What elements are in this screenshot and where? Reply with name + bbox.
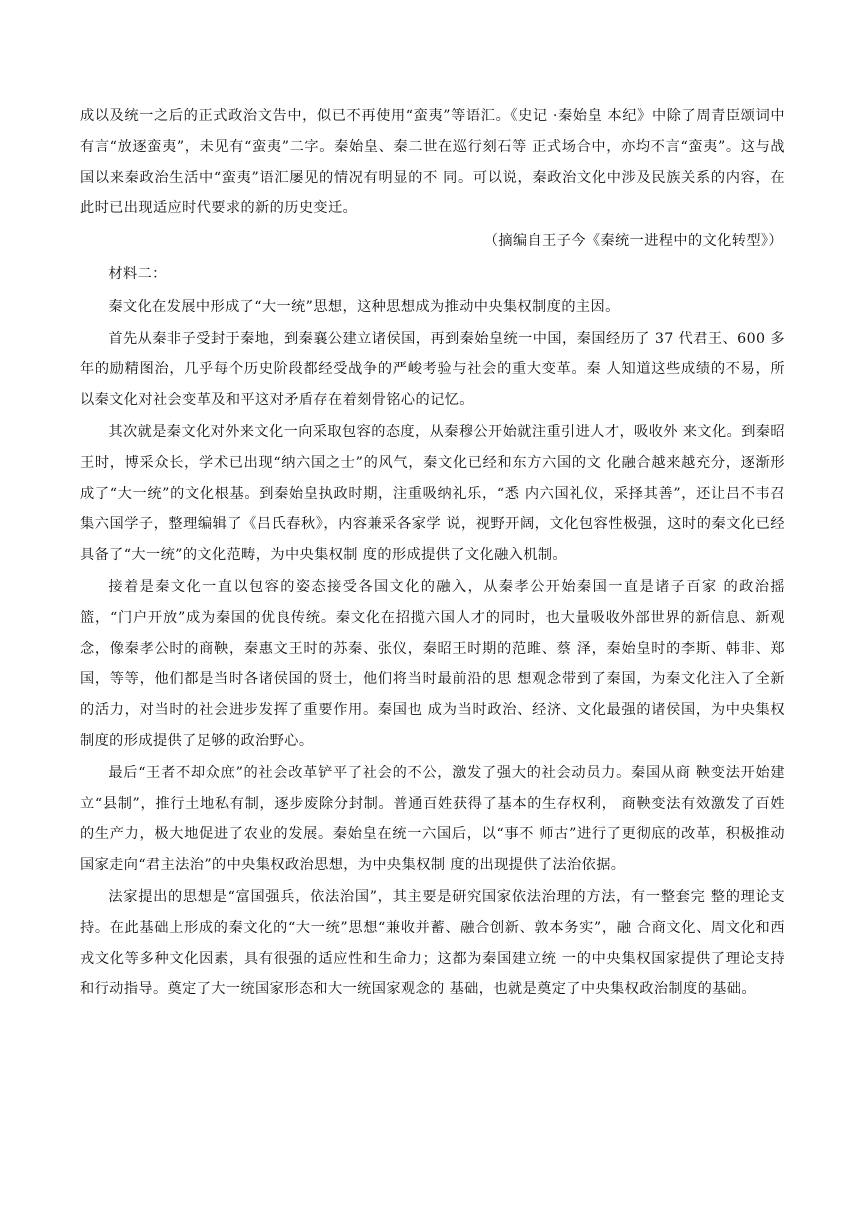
paragraph-thesis: 秦文化在发展中形成了“大一统”思想，这种思想成为推动中央集权制度的主因。 [108, 298, 620, 315]
paragraph-first-point: 首先从秦非子受封于秦地，到秦襄公建立诸侯国，再到秦始皇统一中国，秦国经历了 37 代君王、600 多年的励精图治，几乎每个历史阶段都经受战争的严峻考验与社会的重大变革。秦 人知道这些成绩的不易，所以秦文化对社会变革及和平这对矛盾存在着刻骨铭心的记忆。 [80, 330, 785, 409]
section-heading-material-two: 材料二： [108, 265, 167, 282]
paragraph-fourth-point: 最后“王者不却众庶”的社会改革铲平了社会的不公，激发了强大的社会动员力。秦国从商 鞅变法开始建立“县制”，推行土地私有制，逐步废除分封制。普通百姓获得了基本的生存权利， 商鞅变法有效激发了百姓的生产力，极大地促进了农业的发展。秦始皇在统一六国后，以“事不 师古”进行了更彻底的改革，积极推动国家走向“君主法治”的中央集权政治思想，为中央集权制 度的出现提供了法治依据。 [80, 764, 785, 874]
paragraph-legalist-thought: 法家提出的思想是“富国强兵，依法治国”，其主要是研究国家依法治理的方法，有一整套完 整的理论支持。在此基础上形成的秦文化的“大一统”思想“兼收并蓄、融合创新、敦本务实”，融 合商文化、周文化和西戎文化等多种文化因素，具有很强的适应性和生命力；这都为秦国建立统 一的中央集权国家提供了理论支持和行动指导。奠定了大一统国家形态和大一统国家观念的 基础，也就是奠定了中央集权政治制度的基础。 [80, 888, 785, 998]
document-body [80, 101, 785, 1005]
paragraph-continuation: 成以及统一之后的正式政治文告中，似已不再使用“蛮夷”等语汇。《史记 ·秦始皇 本纪》中除了周青臣颂词中有言“放逐蛮夷”，未见有“蛮夷”二字。秦始皇、秦二世在巡行刻石等 正式场合中，亦均不言“蛮夷”。这与战国以来秦政治生活中“蛮夷”语汇屡见的情况有明显的不 同。可以说，秦政治文化中涉及民族关系的内容，在此时已出现适应时代要求的新的历史变迁。 [80, 108, 785, 217]
paragraph-second-point: 其次就是秦文化对外来文化一向采取包容的态度，从秦穆公开始就注重引进人才，吸收外 来文化。到秦昭王时，博采众长，学术已出现“纳六国之士”的风气，秦文化已经和东方六国的文 化融合越来越充分，逐渐形成了“大一统”的文化根基。到秦始皇执政时期，注重吸纳礼乐，“悉 内六国礼仪，采择其善”，还让吕不韦召集六国学子，整理编辑了《吕氏春秋》，内容兼采各家学 说，视野开阔，文化包容性极强，这时的秦文化已经具备了“大一统”的文化范畴，为中央集权制 度的形成提供了文化融入机制。 [80, 423, 785, 564]
paragraph-third-point: 接着是秦文化一直以包容的姿态接受各国文化的融入，从秦孝公开始秦国一直是诸子百家 的政治摇篮，“门户开放”成为秦国的优良传统。秦文化在招揽六国人才的同时，也大量吸收外部世界的新信息、新观念，像秦孝公时的商鞅，秦惠文王时的苏秦、张仪，秦昭王时期的范雎、蔡 泽，秦始皇时的李斯、韩非、郑国，等等，他们都是当时各诸侯国的贤士，他们将当时最前沿的思 想观念带到了秦国，为秦文化注入了全新的活力，对当时的社会进步发挥了重要作用。秦国也 成为当时政治、经济、文化最强的诸侯国，为中央集权制度的形成提供了足够的政治野心。 [80, 578, 785, 749]
source-citation: （摘编自王子今《秦统一进程中的文化转型》） [483, 233, 783, 250]
